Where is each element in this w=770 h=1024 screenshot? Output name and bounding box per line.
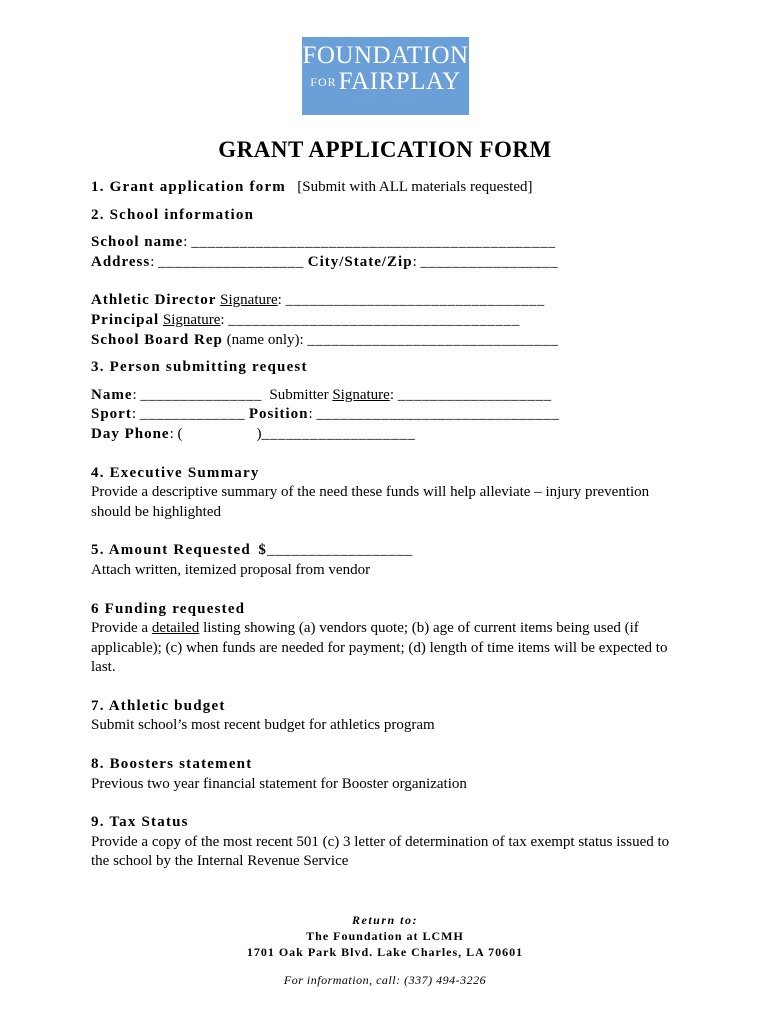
section-9-text: Provide a copy of the most recent 501 (c) 3 letter of determination of tax exempt status issued to the school by the Internal Revenue Service — [91, 833, 670, 870]
section-4-heading: 4. Executive Summary — [91, 464, 260, 481]
school-name-row: School name: _____________________________________________ — [91, 234, 556, 251]
submitter-label: Submitter — [269, 386, 329, 403]
school-name-label: School name — [91, 234, 184, 251]
section-8-heading: 8. Boosters statement — [91, 756, 253, 773]
section-6-text — [91, 619, 691, 678]
principal-signature-label: Signature — [162, 311, 221, 328]
section-1-row — [91, 178, 691, 198]
footer-return-to: Return to: — [351, 913, 418, 927]
position-blank[interactable]: ______________________________ — [316, 406, 560, 423]
footer — [0, 912, 770, 988]
section-5-text: Attach written, itemized proposal from vendor — [91, 561, 371, 578]
page-title: GRANT APPLICATION FORM — [218, 137, 552, 162]
section-9-heading: 9. Tax Status — [91, 814, 189, 831]
day-phone-row: Day Phone: ( )___________________ — [91, 425, 416, 442]
name-label: Name — [91, 386, 133, 403]
sport-blank[interactable]: _____________ — [139, 406, 246, 423]
section-6-heading: 6 Funding requested — [91, 600, 246, 617]
principal-label: Principal — [91, 311, 160, 328]
school-board-note: (name only): — [226, 331, 304, 348]
section-1-heading: 1. Grant application form — [91, 179, 286, 195]
logo-fairplay-text: FAIRPLAY — [338, 68, 461, 95]
footer-org: The Foundation at LCMH — [306, 929, 464, 943]
footer-address: 1701 Oak Park Blvd. Lake Charles, LA 70601 — [246, 945, 524, 959]
section-6-text-pre: Provide a — [91, 620, 149, 637]
address-blank[interactable]: __________________ — [158, 253, 304, 270]
section-2-heading: 2. School information — [91, 206, 255, 223]
address-row: Address: __________________ City/State/Zip: _________________ — [91, 253, 559, 270]
city-state-zip-blank[interactable]: _________________ — [420, 253, 559, 270]
principal-row: Principal Signature: ____________________________________ — [91, 311, 520, 328]
logo-fairplay-line — [302, 69, 469, 95]
day-phone-label: Day Phone — [91, 425, 170, 442]
submitter-signature-label: Signature — [332, 386, 390, 403]
submitter-signature-blank[interactable]: ___________________ — [397, 386, 552, 403]
logo-foundation-text: FOUNDATION — [302, 42, 469, 69]
section-7-text: Submit school’s most recent budget for athletics program — [91, 717, 435, 734]
sport-row: Sport: _____________ Position: ______________________________ — [91, 406, 560, 423]
school-name-blank[interactable]: _____________________________________________ — [191, 234, 556, 251]
principal-blank[interactable]: ____________________________________ — [228, 311, 520, 328]
city-state-zip-label: City/State/Zip — [307, 253, 413, 270]
athletic-director-label: Athletic Director — [91, 292, 217, 309]
phone-open-paren: ( — [177, 425, 183, 442]
athletic-director-blank[interactable]: ________________________________ — [285, 292, 545, 309]
section-5-row — [91, 541, 691, 561]
phone-close-paren: ) — [256, 425, 262, 442]
section-7-heading: 7. Athletic budget — [91, 697, 226, 714]
amount-blank[interactable]: __________________ — [267, 542, 413, 559]
dollar-sign: $ — [258, 542, 268, 559]
section-5-heading: 5. Amount Requested — [91, 542, 251, 559]
day-phone-blank[interactable]: ___________________ — [261, 425, 416, 442]
section-3-heading: 3. Person submitting request — [91, 359, 308, 376]
section-6-text-detailed: detailed — [151, 620, 200, 637]
name-blank[interactable]: _______________ — [140, 386, 262, 403]
athletic-director-row: Athletic Director Signature: ________________________________ — [91, 292, 545, 309]
school-board-blank[interactable]: _______________________________ — [307, 331, 559, 348]
section-1-note: [Submit with ALL materials requested] — [297, 179, 533, 195]
name-row: Name: _______________ Submitter Signature: ___________________ — [91, 386, 552, 403]
section-8-text: Previous two year financial statement for Booster organization — [91, 775, 467, 792]
sport-label: Sport — [91, 406, 132, 423]
section-6-text-post: listing showing (a) vendors quote; (b) age of current items being used (if applicable); (c) when funds are needed for payment; (d) length of time items will be expected to last. — [91, 620, 668, 676]
position-label: Position — [248, 406, 309, 423]
address-label: Address — [91, 253, 151, 270]
foundation-logo — [302, 37, 469, 115]
athletic-director-signature-label: Signature — [220, 292, 278, 309]
school-board-label: School Board Rep — [91, 331, 223, 348]
logo-tagline-decoration: · · · · · · · — [356, 97, 415, 102]
section-4-text: Provide a descriptive summary of the need these funds will help alleviate – injury prevention should be highlighted — [91, 484, 650, 520]
form-body — [91, 178, 691, 872]
footer-info: For information, call: (337) 494-3226 — [283, 973, 487, 987]
logo-for-text: FOR — [310, 75, 337, 89]
school-board-row — [91, 331, 691, 351]
